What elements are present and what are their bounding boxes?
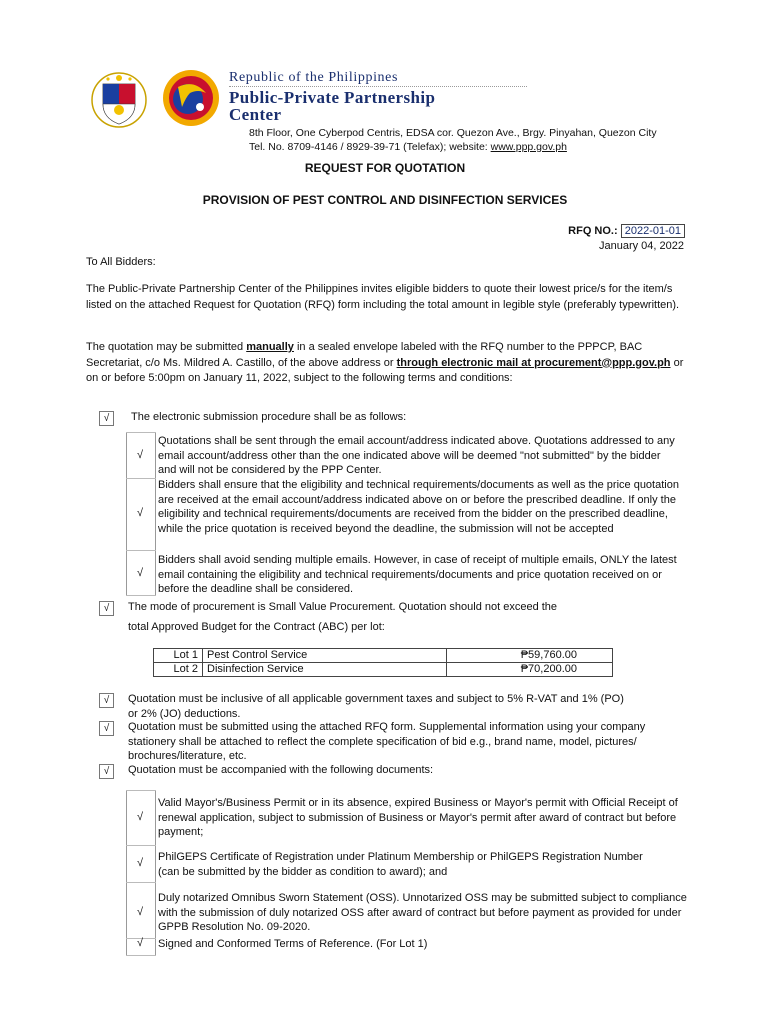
submission-manually: manually <box>246 341 294 353</box>
doc-item-1: Valid Mayor's/Business Permit or in its absence, expired Business or Mayor's permit with Official Receipt of renewal application, subject to submission of Business or Mayor's permit after award of contract but before payment; <box>158 797 678 838</box>
doc-item-4: Signed and Conformed Terms of Reference. (For Lot 1) <box>158 938 428 950</box>
doc-item-2: PhilGEPS Certificate of Registration under Platinum Membership or PhilGEPS Registration Number (can be submitted by the bidder as condition to award); and <box>158 851 643 878</box>
mode-text-2: total Approved Budget for the Contract (ABC) per lot: <box>128 621 385 633</box>
docs-box-left <box>126 790 127 955</box>
header-divider <box>229 86 527 87</box>
electronic-row-line <box>126 595 156 596</box>
check-mark-e2: √ <box>137 507 144 519</box>
electronic-title: The electronic submission procedure shall be as follows: <box>131 411 407 423</box>
check-mark-electronic: √ <box>99 411 114 426</box>
submission-text-1: The quotation may be submitted <box>86 341 247 353</box>
agency-address-block <box>249 126 657 154</box>
check-mark-e1: √ <box>137 449 144 461</box>
ppp-center-logo <box>160 67 222 129</box>
philippine-seal-logo <box>88 70 150 132</box>
salutation: To All Bidders: <box>86 256 156 268</box>
tel-info: Tel. No. 8709-4146 / 8929-39-71 (Telefax); website: <box>249 141 491 153</box>
docs-row-line <box>126 790 156 791</box>
document-title: REQUEST FOR QUOTATION <box>304 161 466 175</box>
electronic-item-1: Quotations shall be sent through the email account/address indicated above. Quotations addressed to any email account/address other than the one indicated above will be deemed "not submitted" by the bidder and will not be considered by the PPP Center. <box>158 435 675 476</box>
agency-address: 8th Floor, One Cyberpod Centris, EDSA cor. Quezon Ave., Brgy. Pinyahan, Quezon City <box>249 127 657 139</box>
agency-contact <box>249 140 657 154</box>
check-mark-e3: √ <box>137 567 144 579</box>
document-date: January 04, 2022 <box>598 240 684 252</box>
agency-name-line2: Center <box>229 105 282 124</box>
docs-row-line <box>126 845 156 846</box>
docs-box-divider <box>155 790 156 955</box>
submission-paragraph <box>86 340 686 387</box>
table-row <box>154 663 613 677</box>
submission-electronic: through electronic mail at procurement@ppp.gov.ph <box>396 356 671 369</box>
lot-amount: ₱59,760.00 <box>447 649 613 663</box>
lot-service: Disinfection Service <box>203 663 447 677</box>
mode-text: The mode of procurement is Small Value Procurement. Quotation should not exceed the <box>128 601 558 613</box>
abc-table <box>153 648 613 677</box>
electronic-item-2: Bidders shall ensure that the eligibility and technical requirements/documents as well as the price quotation are received at the email account/address indicated above on or before the prescribed deadline. If only the eligibility and technical requirements/documents are received from the bidder on the prescribed deadline, while the price quotation is received beyond the deadline, the submission will not be accepted <box>158 479 679 535</box>
submission-text-2: in a sealed envelope labeled with the RFQ number to the PPPCP, BAC Secretariat, c/o Ms. Mildred A. Castillo, of the above address or <box>86 341 643 369</box>
submission-text-3: or on or before 5:00pm on January 11, 2022, subject to the following terms and conditions: <box>86 356 684 384</box>
agency-name <box>229 89 435 123</box>
check-mark-d4: √ <box>137 937 144 949</box>
rfq-label: RFQ NO.: <box>568 225 618 237</box>
vat-text: Quotation must be inclusive of all applicable government taxes and subject to 5% R-VAT and 1% (PO) or 2% (JO) deductions. <box>128 693 624 720</box>
check-mark-d1: √ <box>137 811 144 823</box>
lot-number: Lot 1 <box>154 649 203 663</box>
electronic-row-line <box>126 432 156 433</box>
lot-number: Lot 2 <box>154 663 203 677</box>
check-mark-form: √ <box>99 721 114 736</box>
electronic-item-3: Bidders shall avoid sending multiple emails. However, in case of receipt of multiple emails, ONLY the latest email containing the eligibility and technical requirements/documents and price quotation received on or before the deadline shall be considered. <box>158 554 677 595</box>
docs-row-line <box>126 882 156 883</box>
docs-row-line <box>126 955 156 956</box>
electronic-row-line <box>126 478 156 479</box>
doc-item-3: Duly notarized Omnibus Sworn Statement (OSS). Unnotarized OSS may be submitted subject to compliance with the submission of duly notarized OSS after award of contract but before payment as provided for under GPPB Resolution No. 09-2020. <box>158 892 687 933</box>
website-link[interactable]: www.ppp.gov.ph <box>490 141 567 153</box>
electronic-row-line <box>126 550 156 551</box>
electronic-box-left <box>126 432 127 595</box>
form-text: Quotation must be submitted using the attached RFQ form. Supplemental information using your company stationery shall be attached to reflect the complete specification of bid e.g., brand name, model, pictures/ brochures/literature, etc. <box>128 721 646 762</box>
intro-paragraph: The Public-Private Partnership Center of the Philippines invites eligible bidders to quote their lowest price/s for the item/s listed on the attached Request for Quotation (RFQ) form including the total amount in legible style (preferably typewritten). <box>86 283 680 311</box>
electronic-box-divider <box>155 432 156 595</box>
republic-heading: Republic of the Philippines <box>229 70 399 85</box>
table-row <box>154 649 613 663</box>
agency-name-line1: Public-Private Partnership <box>229 88 436 107</box>
check-mark-d2: √ <box>137 857 144 869</box>
check-mark-mode: √ <box>99 601 114 616</box>
lot-amount: ₱70,200.00 <box>447 663 613 677</box>
rfq-number: 2022-01-01 <box>621 224 685 238</box>
check-mark-docs: √ <box>99 764 114 779</box>
lot-service: Pest Control Service <box>203 649 447 663</box>
check-mark-d3: √ <box>137 906 144 918</box>
rfq-number-line <box>568 225 685 237</box>
docs-title: Quotation must be accompanied with the following documents: <box>128 764 434 776</box>
document-subtitle: PROVISION OF PEST CONTROL AND DISINFECTION SERVICES <box>202 193 568 207</box>
check-mark-vat: √ <box>99 693 114 708</box>
